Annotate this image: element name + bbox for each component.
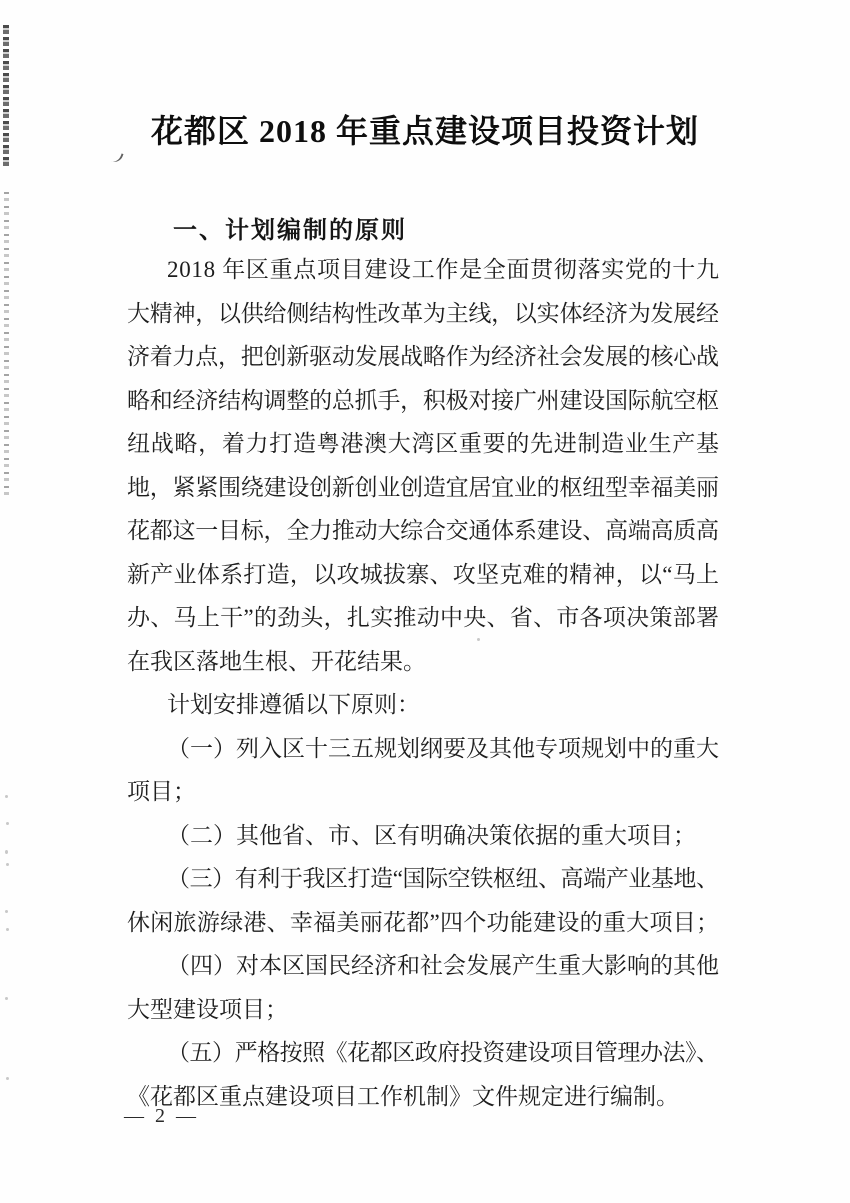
text-line: （五）严格按照《花都区政府投资建设项目管理办法》、 <box>167 1040 719 1065</box>
scan-speck <box>5 795 8 798</box>
scan-speck <box>5 997 8 1000</box>
text-line: 大型建设项目； <box>127 996 288 1022</box>
document-title: 花都区 2018 年重点建设项目投资计划 <box>150 113 699 149</box>
text-line: 办、马上干”的劲头，扎实推动中央、省、市各项决策部署 <box>127 605 720 630</box>
scan-speck <box>6 863 9 866</box>
text-line: 略和经济结构调整的总抓手，积极对接广州建设国际航空枢 <box>127 387 719 413</box>
scan-speck <box>6 822 9 825</box>
scan-artifact-tick <box>110 151 123 165</box>
scan-speck <box>5 850 8 854</box>
text-line: 地，紧紧围绕建设创新创业创造宜居宜业的枢纽型幸福美丽 <box>127 474 719 500</box>
text-line: 纽战略，着力打造粤港澳大湾区重要的先进制造业生产基 <box>127 431 720 456</box>
scan-speck <box>6 1077 9 1080</box>
scan-artifact-strip-lower <box>4 192 9 500</box>
text-line: （二）其他省、市、区有明确决策依据的重大项目； <box>167 822 696 848</box>
text-line: 在我区落地生根、开花结果。 <box>127 648 426 674</box>
text-line: 《花都区重点建设项目工作机制》文件规定进行编制。 <box>127 1083 679 1109</box>
text-line: 计划安排遵循以下原则： <box>167 692 420 717</box>
text-line: 大精神，以供给侧结构性改革为主线，以实体经济为发展经 <box>127 300 719 326</box>
text-line: 2018 年区重点项目建设工作是全面贯彻落实党的十九 <box>167 257 720 282</box>
scan-speck <box>5 910 8 913</box>
section-heading: 一、计划编制的原则 <box>173 217 407 244</box>
page-number: — 2 — <box>124 1105 199 1127</box>
text-line: （三）有利于我区打造“国际空铁枢纽、高端产业基地、 <box>167 866 719 891</box>
text-line: （一）列入区十三五规划纲要及其他专项规划中的重大 <box>167 735 719 761</box>
text-line: 济着力点，把创新驱动发展战略作为经济社会发展的核心战 <box>127 344 719 369</box>
scan-speck <box>6 928 9 931</box>
text-line: （四）对本区国民经济和社会发展产生重大影响的其他 <box>167 953 719 978</box>
text-line: 新产业体系打造，以攻城拔寨、攻坚克难的精神，以“马上 <box>127 561 720 587</box>
text-line: 花都这一目标，全力推动大综合交通体系建设、高端高质高 <box>127 518 719 543</box>
document-body <box>127 248 787 1118</box>
text-line: 项目； <box>127 779 196 804</box>
text-line: 休闲旅游绿港、幸福美丽花都”四个功能建设的重大项目； <box>127 909 720 935</box>
